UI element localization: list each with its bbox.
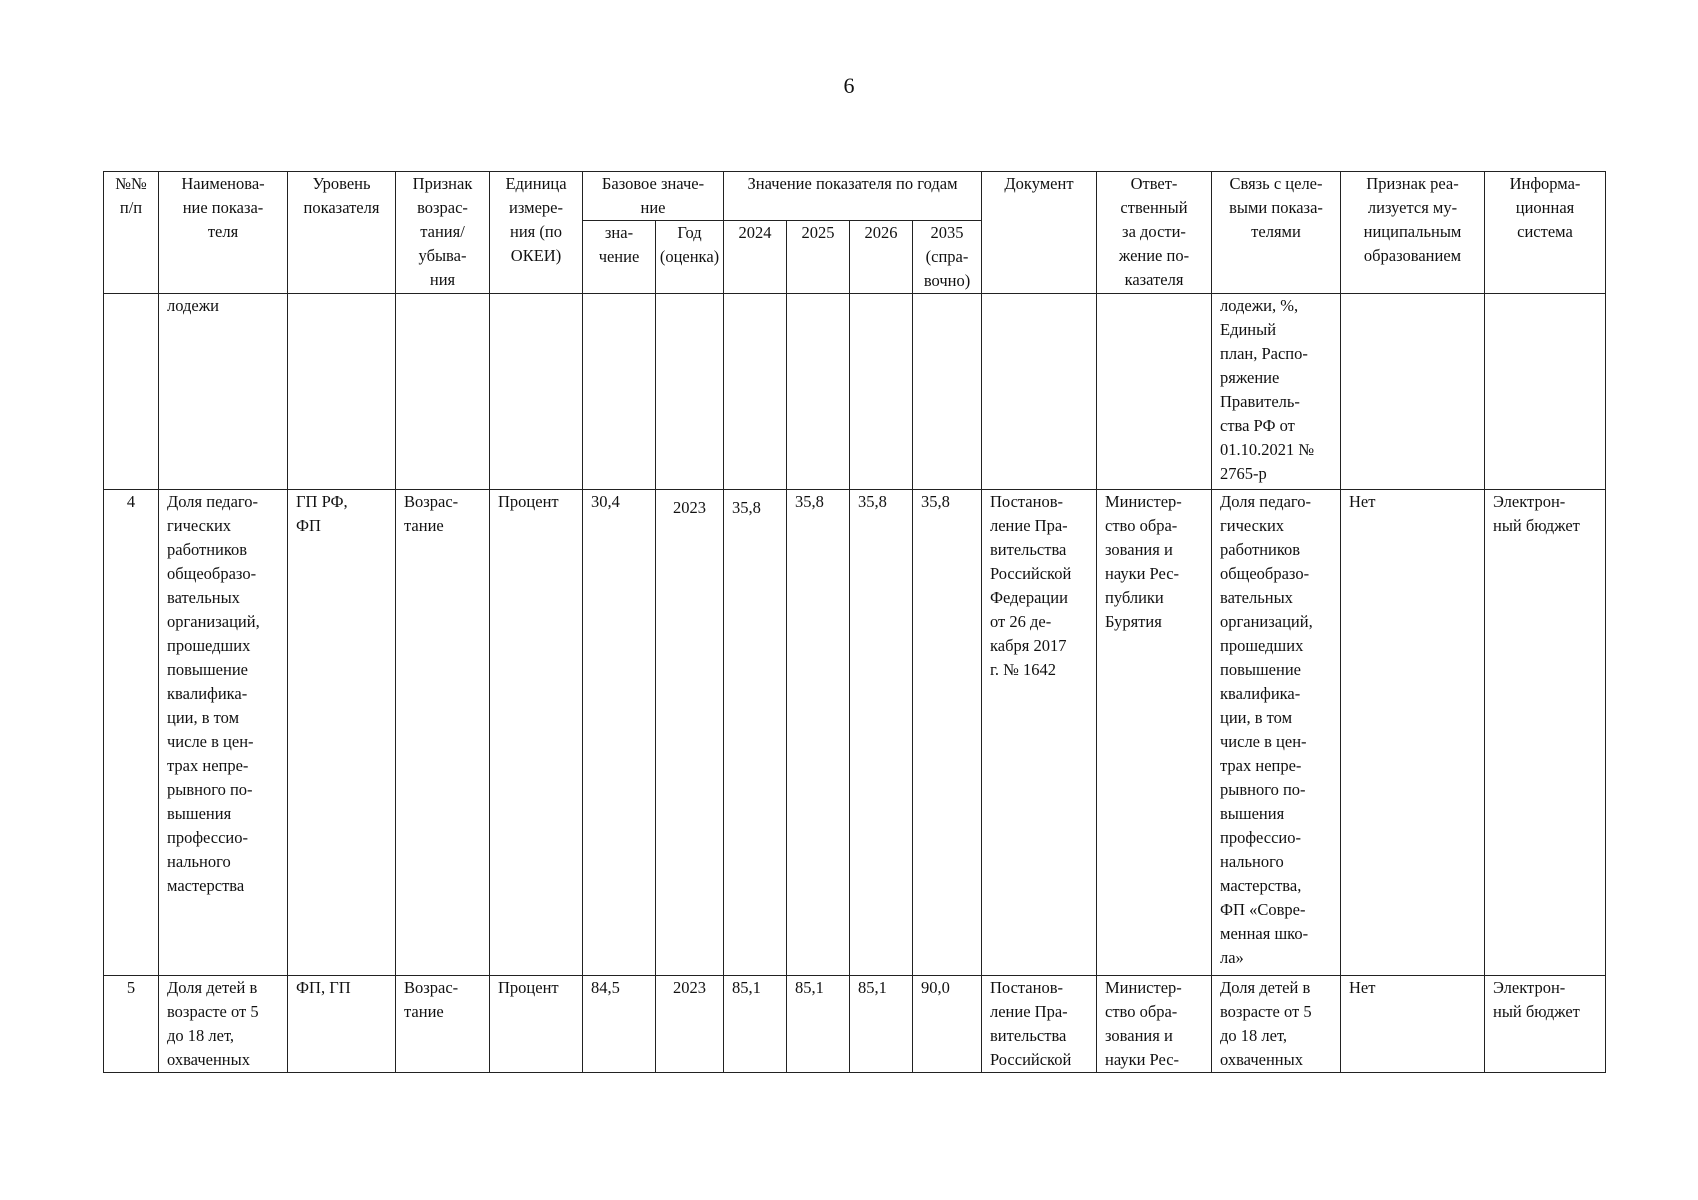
- cell-base-value: 30,4: [583, 490, 656, 976]
- cell-responsible: [1097, 294, 1212, 490]
- cell-document: [982, 294, 1097, 490]
- cell-base-value: 84,5: [583, 976, 656, 1073]
- cell-level: ФП, ГП: [288, 976, 396, 1073]
- header-document: Документ: [982, 172, 1097, 294]
- cell-name: лодежи: [159, 294, 288, 490]
- cell-2024: [724, 294, 787, 490]
- cell-2035: 90,0: [913, 976, 982, 1073]
- cell-infosys: Электрон- ный бюджет: [1485, 490, 1606, 976]
- cell-municipal: [1341, 294, 1485, 490]
- cell-responsible: Министер- ство обра- зования и науки Рес- публики Бурятия: [1097, 490, 1212, 976]
- header-years-group: Значение показателя по годам: [724, 172, 982, 221]
- table-row: [104, 976, 1606, 1073]
- header-name: Наименова- ние показа- теля: [159, 172, 288, 294]
- cell-base-year: [656, 294, 724, 490]
- page-number: 6: [843, 73, 855, 98]
- header-year-2035: 2035 (спра- вочно): [913, 221, 982, 294]
- cell-municipal: Нет: [1341, 490, 1485, 976]
- cell-2025: [787, 294, 850, 490]
- cell-level: [288, 294, 396, 490]
- cell-2026: [850, 294, 913, 490]
- cell-level: ГП РФ, ФП: [288, 490, 396, 976]
- header-infosys: Информа- ционная система: [1485, 172, 1606, 294]
- cell-2024: 85,1: [724, 976, 787, 1073]
- cell-2025: 35,8: [787, 490, 850, 976]
- cell-name: Доля детей в возрасте от 5 до 18 лет, охваченных: [159, 976, 288, 1073]
- cell-base-value: [583, 294, 656, 490]
- cell-2025: 85,1: [787, 976, 850, 1073]
- header-responsible: Ответ- ственный за дости- жение по- казателя: [1097, 172, 1212, 294]
- cell-trend: Возрас- тание: [396, 976, 490, 1073]
- cell-link: Доля педаго- гических работников общеобразо- вательных организаций, прошедших повышение квалифика- ции, в том числе в цен- трах непре- рывного по- вышения профессио- нального мастерства, ФП «Совре- менная шко- ла»: [1212, 490, 1341, 976]
- cell-2035: 35,8: [913, 490, 982, 976]
- cell-responsible: Министер- ство обра- зования и науки Рес-: [1097, 976, 1212, 1073]
- cell-base-year: 2023: [656, 976, 724, 1073]
- cell-infosys: Электрон- ный бюджет: [1485, 976, 1606, 1073]
- cell-link: лодежи, %, Единый план, Распо- ряжение Правитель- ства РФ от 01.10.2021 № 2765-р: [1212, 294, 1341, 490]
- header-level: Уровень показателя: [288, 172, 396, 294]
- header-base-group: Базовое значе- ние: [583, 172, 724, 221]
- header-unit: Единица измере- ния (по ОКЕИ): [490, 172, 583, 294]
- cell-name: Доля педаго- гических работников общеобразо- вательных организаций, прошедших повышение квалифика- ции, в том числе в цен- трах непре- рывного по- вышения профессио- нального мастерства: [159, 490, 288, 976]
- cell-infosys: [1485, 294, 1606, 490]
- cell-document: Постанов- ление Пра- вительства Российской: [982, 976, 1097, 1073]
- header-year-2025: 2025: [787, 221, 850, 294]
- cell-document: Постанов- ление Пра- вительства Российской Федерации от 26 де- кабря 2017 г. № 1642: [982, 490, 1097, 976]
- indicators-table: [103, 171, 1606, 1073]
- header-year-2024: 2024: [724, 221, 787, 294]
- cell-trend: Возрас- тание: [396, 490, 490, 976]
- header-trend: Признак возрас- тания/ убыва- ния: [396, 172, 490, 294]
- cell-2026: 85,1: [850, 976, 913, 1073]
- header-year-2026: 2026: [850, 221, 913, 294]
- cell-num: [104, 294, 159, 490]
- cell-2035: [913, 294, 982, 490]
- cell-municipal: Нет: [1341, 976, 1485, 1073]
- cell-unit: Процент: [490, 976, 583, 1073]
- cell-link: Доля детей в возрасте от 5 до 18 лет, охваченных: [1212, 976, 1341, 1073]
- cell-num: 4: [104, 490, 159, 976]
- table-row: [104, 294, 1606, 490]
- header-base-year: Год (оценка): [656, 221, 724, 294]
- cell-num: 5: [104, 976, 159, 1073]
- cell-unit: Процент: [490, 490, 583, 976]
- cell-trend: [396, 294, 490, 490]
- header-municipal: Признак реа- лизуется му- ниципальным образованием: [1341, 172, 1485, 294]
- cell-2024: 35,8: [724, 490, 787, 976]
- table-row: [104, 490, 1606, 976]
- cell-base-year: 2023: [656, 490, 724, 976]
- header-link: Связь с целе- выми показа- телями: [1212, 172, 1341, 294]
- cell-unit: [490, 294, 583, 490]
- cell-2026: 35,8: [850, 490, 913, 976]
- header-base-value: зна- чение: [583, 221, 656, 294]
- header-num: №№ п/п: [104, 172, 159, 294]
